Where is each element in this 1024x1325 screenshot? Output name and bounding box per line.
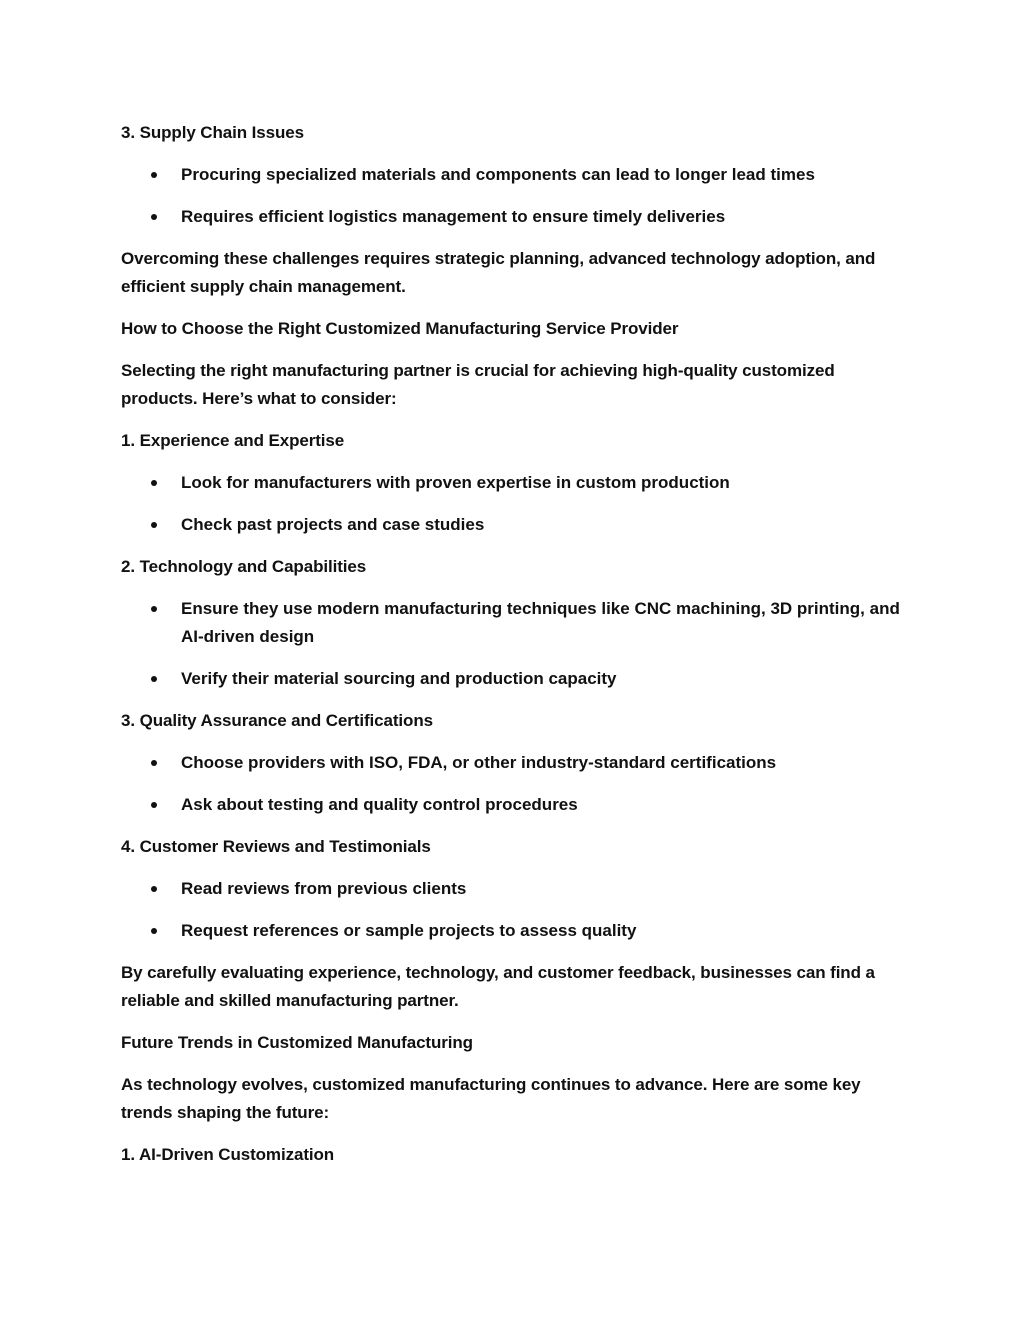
list-item-text: Ensure they use modern manufacturing techniques like CNC machining, 3D printing, and AI-driven design [181,599,900,646]
bullet-icon [151,928,157,934]
bullet-icon [151,802,157,808]
list-item-text: Check past projects and case studies [181,515,485,534]
heading-future-trends: Future Trends in Customized Manufacturing [121,1033,473,1052]
paragraph-carefully-evaluating: By carefully evaluating experience, technology, and customer feedback, businesses can find a reliable and skilled manufacturing partner. [121,963,875,1010]
list-item [121,665,911,693]
heading-quality-assurance: 3. Quality Assurance and Certifications [121,711,433,730]
bullet-icon [151,214,157,220]
paragraph-selecting-partner: Selecting the right manufacturing partner is crucial for achieving high-quality customized products. Here’s what to consider: [121,361,835,408]
list-item [121,203,911,231]
heading-supply-chain-issues: 3. Supply Chain Issues [121,123,304,142]
bullet-icon [151,172,157,178]
bullet-icon [151,522,157,528]
list-item [121,791,911,819]
list-item-text: Ask about testing and quality control procedures [181,795,578,814]
list-item-text: Choose providers with ISO, FDA, or other industry-standard certifications [181,753,777,772]
list-item [121,511,911,539]
document-page [121,119,911,1183]
experience-list [121,469,911,539]
paragraph-overcoming-challenges: Overcoming these challenges requires strategic planning, advanced technology adoption, and efficient supply chain management. [121,249,876,296]
list-item-text: Requires efficient logistics management to ensure timely deliveries [181,207,726,226]
bullet-icon [151,676,157,682]
bullet-icon [151,606,157,612]
list-item [121,469,911,497]
list-item-text: Look for manufacturers with proven expertise in custom production [181,473,730,492]
heading-ai-driven-customization: 1. AI-Driven Customization [121,1145,335,1164]
list-item [121,749,911,777]
supply-chain-list [121,161,911,231]
list-item [121,161,911,189]
reviews-list [121,875,911,945]
list-item-text: Verify their material sourcing and production capacity [181,669,617,688]
heading-technology-capabilities: 2. Technology and Capabilities [121,557,367,576]
paragraph-technology-evolves: As technology evolves, customized manufacturing continues to advance. Here are some key trends shaping the future: [121,1075,861,1122]
bullet-icon [151,480,157,486]
heading-experience-expertise: 1. Experience and Expertise [121,431,345,450]
list-item-text: Read reviews from previous clients [181,879,467,898]
bullet-icon [151,760,157,766]
list-item [121,595,911,651]
list-item-text: Procuring specialized materials and components can lead to longer lead times [181,165,815,184]
list-item [121,917,911,945]
heading-customer-reviews: 4. Customer Reviews and Testimonials [121,837,431,856]
list-item [121,875,911,903]
bullet-icon [151,886,157,892]
list-item-text: Request references or sample projects to assess quality [181,921,637,940]
technology-list [121,595,911,693]
heading-choose-provider: How to Choose the Right Customized Manufacturing Service Provider [121,319,679,338]
quality-list [121,749,911,819]
